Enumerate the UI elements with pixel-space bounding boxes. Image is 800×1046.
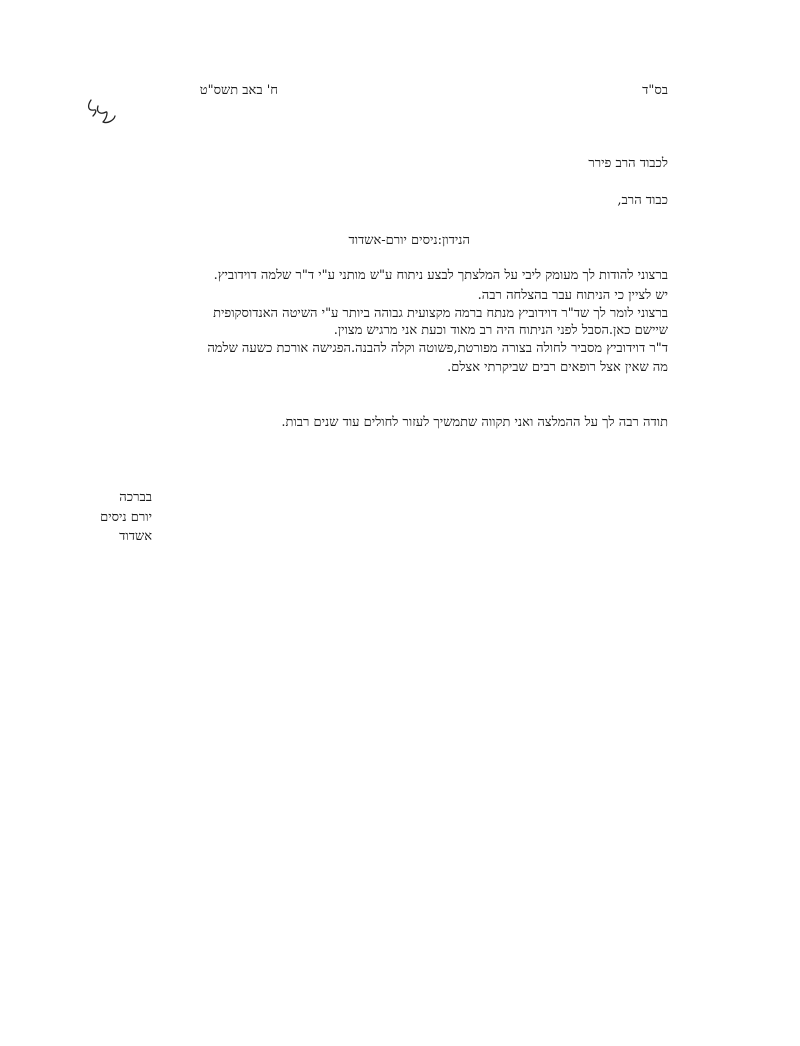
closing-thanks: תודה רבה לך על ההמלצה ואני תקווה שתמשיך לעזור לחולים עוד שנים רבות. xyxy=(281,415,668,430)
body-line: יש לציין כי הניתוח עבר בהצלחה רבה. xyxy=(477,288,668,303)
signature-name: יורם ניסים xyxy=(100,510,152,525)
signature-city: אשדוד xyxy=(119,529,152,544)
handwritten-mark xyxy=(84,96,120,130)
body-line: מה שאין אצל רופאים רבים שביקרתי אצלם. xyxy=(447,360,668,375)
body-line: שיישם כאן.הסבל לפני הניתוח היה רב מאוד וכעת אני מרגיש מצוין. xyxy=(333,323,668,338)
letter-date: ח' באב תשס"ט xyxy=(199,83,278,98)
greeting-line: כבוד הרב, xyxy=(617,193,668,208)
body-line: ברצוני לומר לך שד"ר דוידוביץ מנתח ברמה מקצועית גבוהה ביותר ע"י השיטה האנדוסקופית xyxy=(213,306,668,321)
signature-blessing: בברכה xyxy=(119,490,152,505)
recipient-line: לכבוד הרב פירר xyxy=(588,156,668,171)
body-line: ברצוני להודות לך מעומק ליבי על המלצתך לבצע ניתוח ע"ש מותני ע"י ד"ר שלמה דוידוביץ. xyxy=(213,268,668,283)
subject-line: הנידון:ניסים יורם-אשדוד xyxy=(348,233,470,248)
body-line: ד"ר דוידוביץ מסביר לחולה בצורה מפורטת,פשוטה וקלה להבנה.הפגישה אורכת כשעה שלמה xyxy=(207,341,668,356)
header-bsd: בס"ד xyxy=(642,83,668,98)
